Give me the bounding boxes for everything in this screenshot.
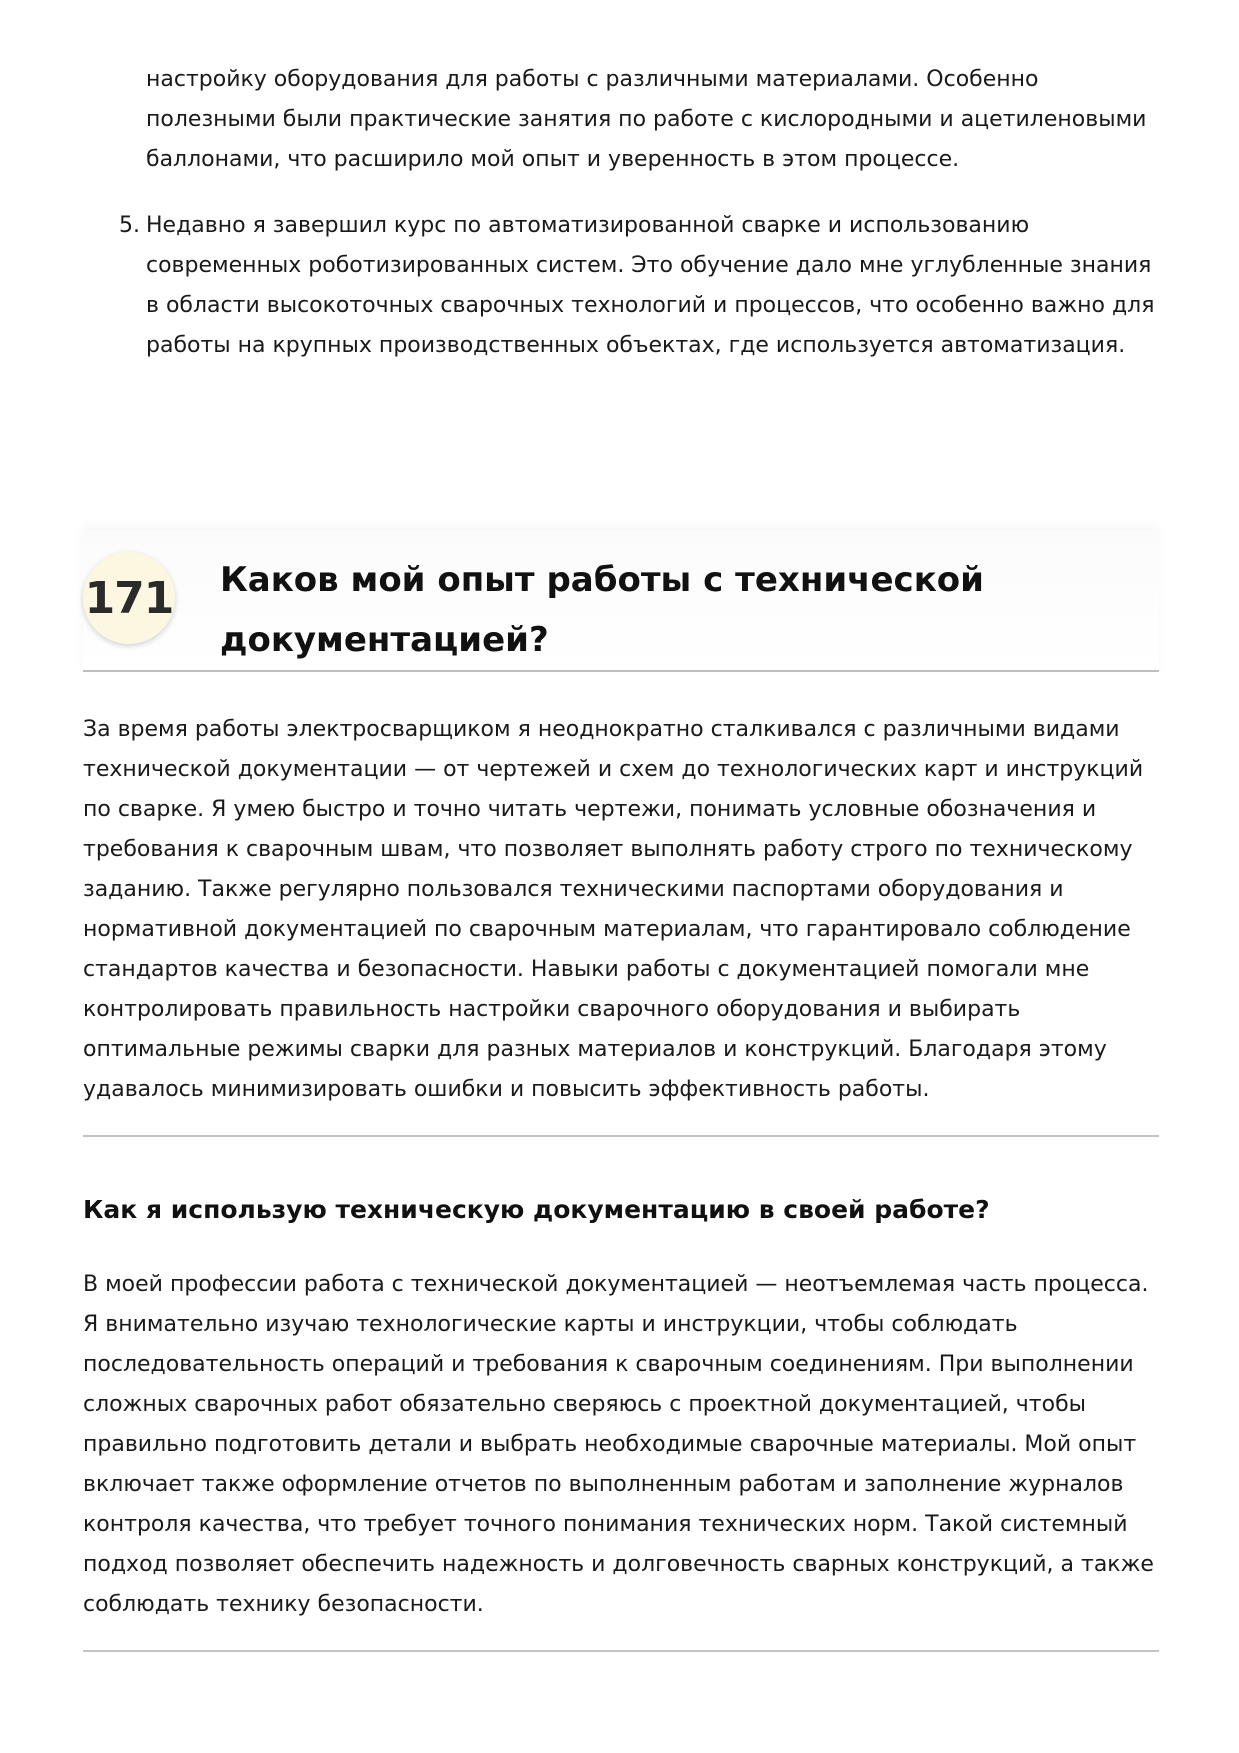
numbered-list xyxy=(83,60,1159,366)
document-page xyxy=(83,0,1159,1617)
list-item xyxy=(119,206,1159,366)
list-item-number: 5. xyxy=(119,213,140,238)
subsection-title: Как я использую техническую документацию в своей работе? xyxy=(83,1195,990,1224)
question-header xyxy=(83,530,1159,672)
subsection-text: В моей профессии работа с технической документацией — неотъемлемая часть процесса. Я внимательно изучаю технологические карты и инструкции, чтобы соблюдать последовательность операций и требования к сварочным соединениям. При выполнении сложных сварочных работ обязательно сверяюсь с проектной документацией, чтобы правильно подготовить детали и выбрать необходимые сварочные материалы. Мой опыт включает также оформление отчетов по выполненным работам и заполнение журналов контроля качества, что требует точного понимания технических норм. Такой системный подход позволяет обеспечить надежность и долговечность сварных конструкций, а также соблюдать технику безопасности. xyxy=(83,1272,1154,1617)
list-item-text: Недавно я завершил курс по автоматизированной сварке и использованию современных роботизированных систем. Это обучение дало мне углубленные знания в области высокоточных сварочных технологий и процессов, что особенно важно для работы на крупных производственных объектах, где используется автоматизация. xyxy=(146,213,1155,358)
list-item-text: настройку оборудования для работы с различными материалами. Особенно полезными были практические занятия по работе с кислородными и ацетиленовыми баллонами, что расширило мой опыт и уверенность в этом процессе. xyxy=(146,67,1147,172)
answer-text: За время работы электросварщиком я неоднократно сталкивался с различными видами технической документации — от чертежей и схем до технологических карт и инструкций по сварке. Я умею быстро и точно читать чертежи, понимать условные обозначения и требования к сварочным швам, что позволяет выполнять работу строго по техническому заданию. Также регулярно пользовался техническими паспортами оборудования и нормативной документацией по сварочным материалам, что гарантировало соблюдение стандартов качества и безопасности. Навыки работы с документацией помогали мне контролировать правильность настройки сварочного оборудования и выбирать оптимальные режимы сварки для разных материалов и конструкций. Благодаря этому удавалось минимизировать ошибки и повысить эффективность работы. xyxy=(83,717,1144,1102)
question-title: Каков мой опыт работы с технической документацией? xyxy=(220,560,984,660)
list-item xyxy=(146,60,1159,180)
question-number-badge: 171 xyxy=(83,552,175,644)
section-divider xyxy=(83,1135,1159,1137)
section-divider xyxy=(83,1650,1159,1652)
